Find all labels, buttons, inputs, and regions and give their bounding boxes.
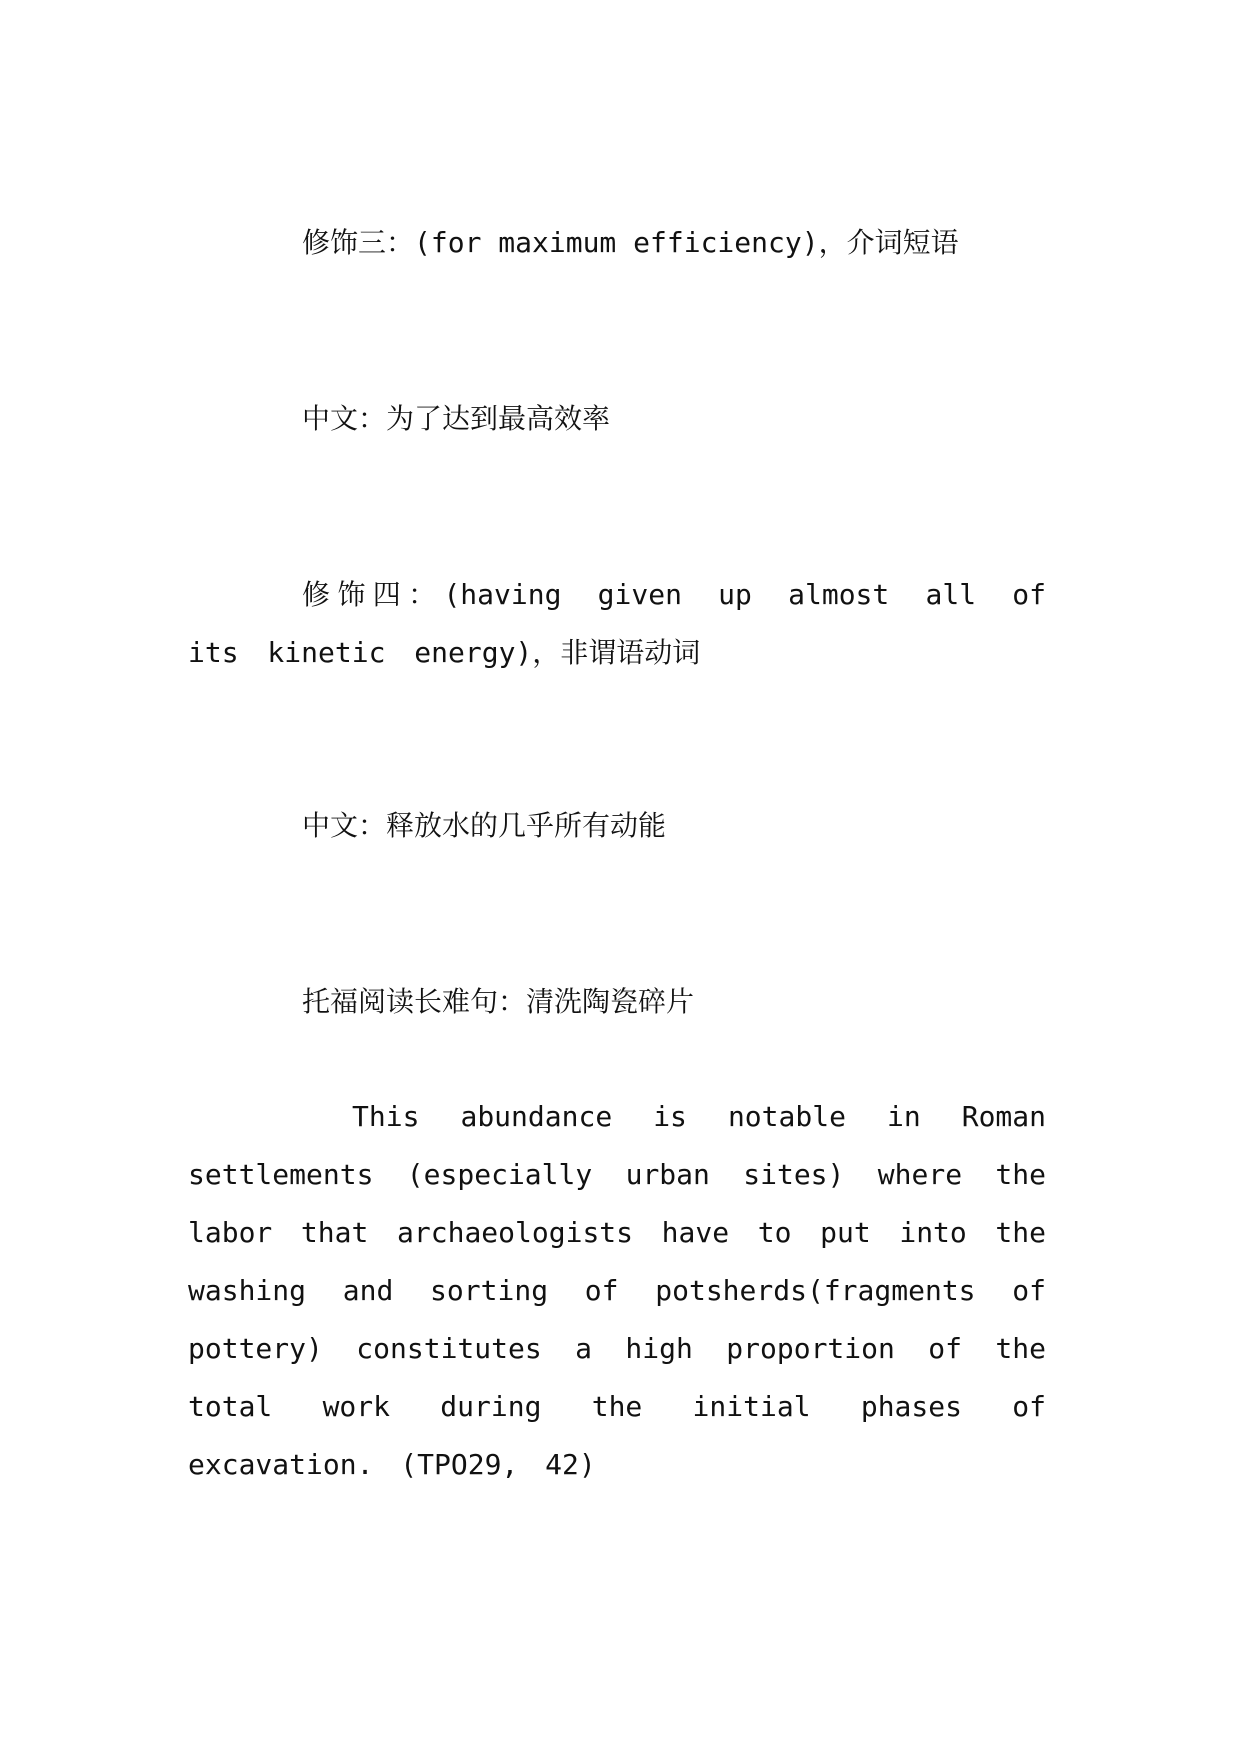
chinese-translation-line: 中文：为了达到最高效率	[302, 402, 611, 435]
section-heading: 托福阅读长难句：清洗陶瓷碎片	[302, 985, 695, 1018]
modifier-three-line: 修饰三：(for maximum efficiency)，介词短语	[302, 226, 959, 259]
modifier-four-line: 修饰四：(having given up almost all of its kinetic energy)，非谓语动词	[188, 578, 1046, 669]
english-passage: This abundance is notable in Roman settlements (especially urban sites) where the labor that archaeologists have to put into the washing and sorting of potsherds(fragments of pottery) constitutes a high proportion of the total work during the initial phases of excavation. (TPO29, 42)	[188, 1100, 1046, 1481]
chinese-translation-line: 中文：释放水的几乎所有动能	[302, 809, 667, 842]
